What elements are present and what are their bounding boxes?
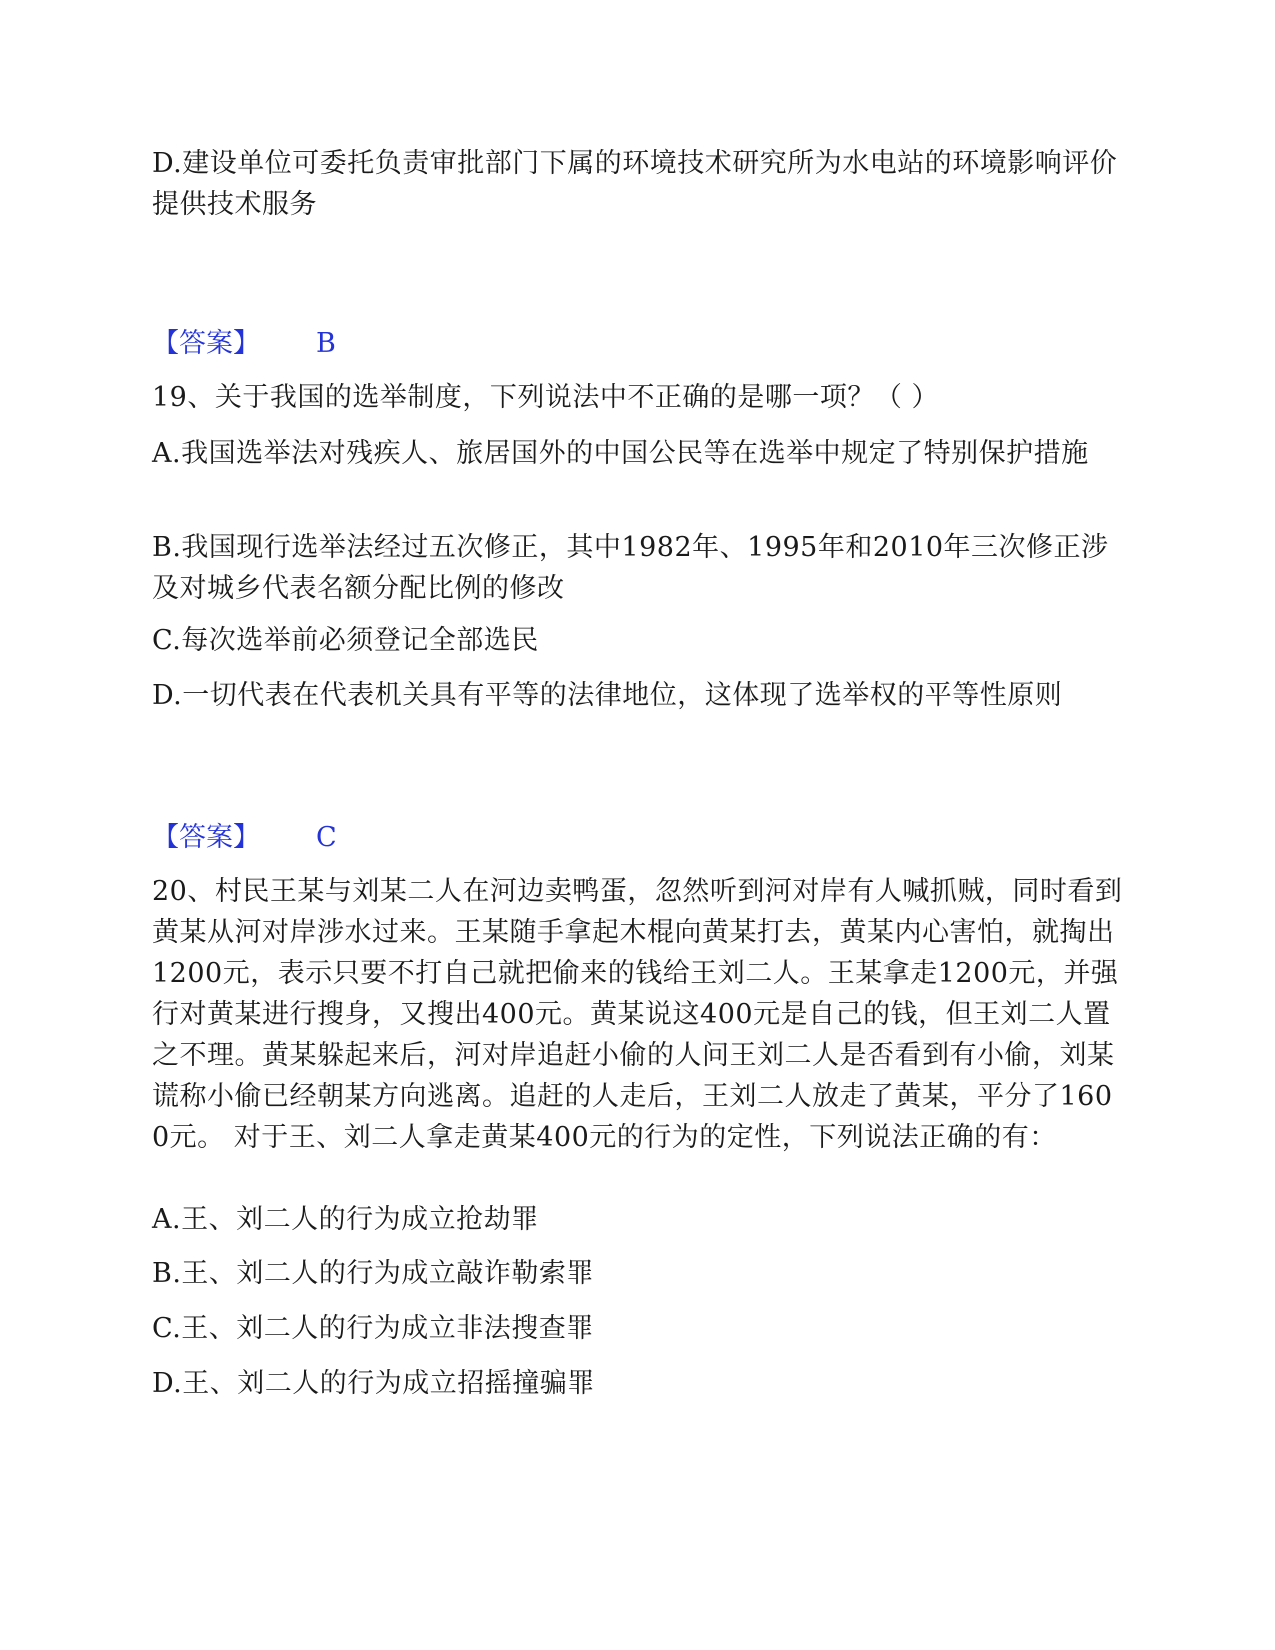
q19-answer (152, 817, 337, 858)
q19-question: 19、关于我国的选举制度，下列说法中不正确的是哪一项？（ ） (152, 382, 939, 413)
q18-option-d: D.建设单位可委托负责审批部门下属的环境技术研究所为水电站的环境影响评价提供技术服务 (152, 148, 1118, 220)
q19-option-c: C.每次选举前必须登记全部选民 (152, 625, 539, 656)
answer-value: B (316, 328, 336, 359)
q19-option-b: B.我国现行选举法经过五次修正，其中1982年、1995年和2010年三次修正涉及对城乡代表名额分配比例的修改 (152, 532, 1109, 604)
q20-question: 20、村民王某与刘某二人在河边卖鸭蛋，忽然听到河对岸有人喊抓贼，同时看到黄某从河对岸涉水过来。王某随手拿起木棍向黄某打去，黄某内心害怕，就掏出1200元，表示只要不打自己就把偷来的钱给王刘二人。王某拿走1200元，并强行对黄某进行搜身，又搜出400元。黄某说这400元是自己的钱，但王刘二人置之不理。黄某躲起来后，河对岸追赶小偷的人问王刘二人是否看到有小偷，刘某谎称小偷已经朝某方向逃离。追赶的人走后，王刘二人放走了黄某，平分了1600元。 对于王、刘二人拿走黄某400元的行为的定性，下列说法正确的有： (152, 876, 1123, 1153)
q20-option-b: B.王、刘二人的行为成立敲诈勒索罪 (152, 1258, 594, 1289)
q20-option-c: C.王、刘二人的行为成立非法搜查罪 (152, 1313, 594, 1344)
q19-option-d: D.一切代表在代表机关具有平等的法律地位，这体现了选举权的平等性原则 (152, 680, 1063, 711)
q20-option-a: A.王、刘二人的行为成立抢劫罪 (152, 1204, 539, 1235)
answer-label: 【答案】 (152, 328, 260, 359)
answer-label: 【答案】 (152, 822, 260, 853)
q19-option-a: A.我国选举法对残疾人、旅居国外的中国公民等在选举中规定了特别保护措施 (152, 438, 1089, 469)
q20-option-d: D.王、刘二人的行为成立招摇撞骗罪 (152, 1368, 595, 1399)
answer-value: C (316, 822, 337, 853)
q18-answer (152, 323, 336, 364)
